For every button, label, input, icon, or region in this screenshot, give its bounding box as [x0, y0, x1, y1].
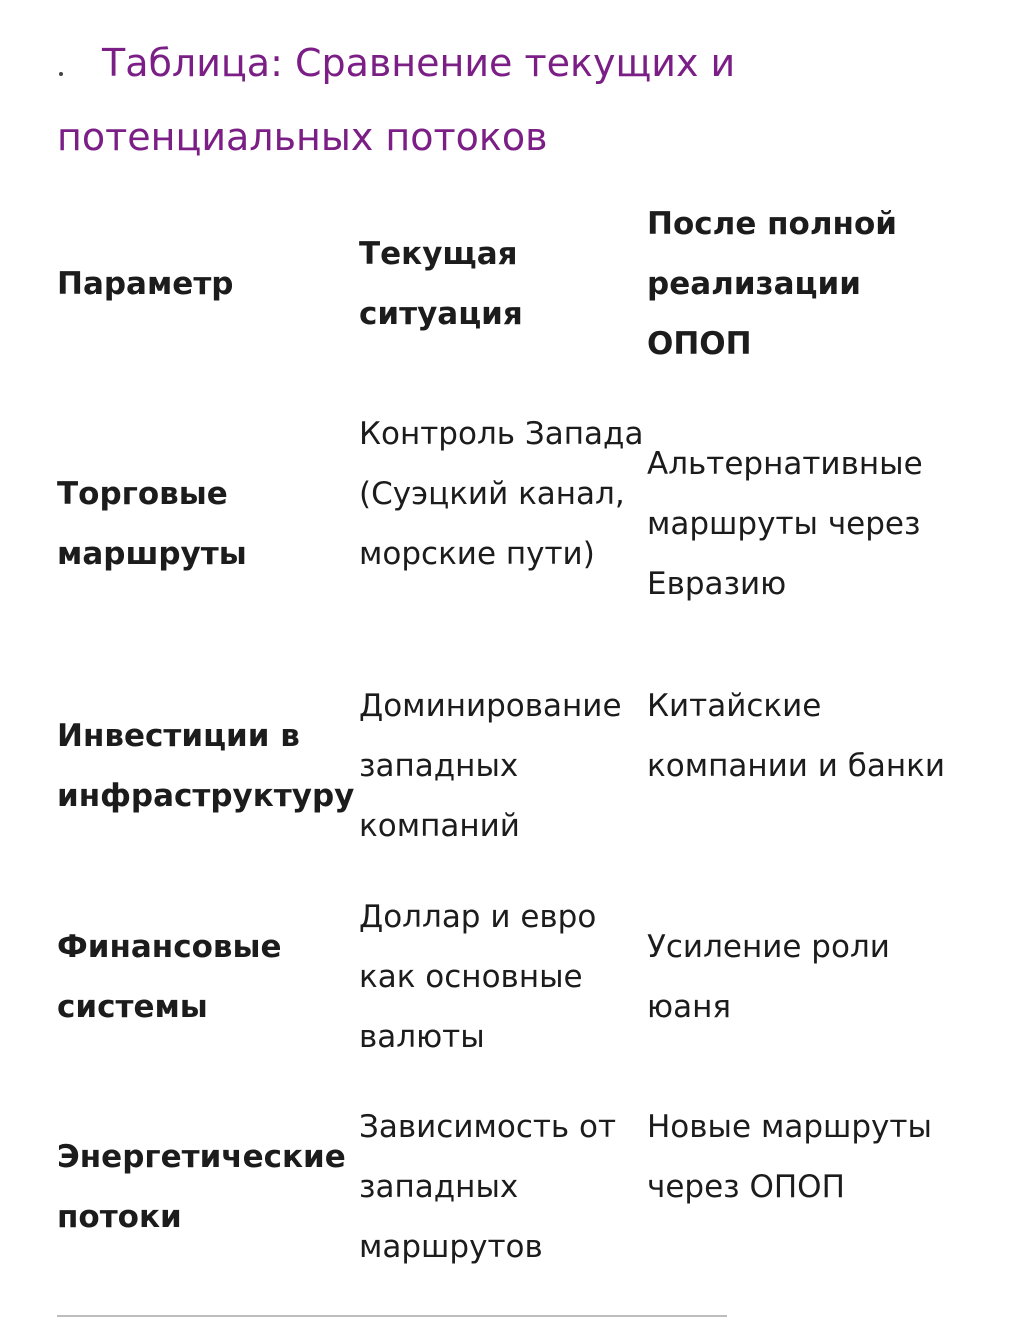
row-current-cell: Зависимость от западных маршрутов: [359, 1109, 617, 1265]
row-parameter-cell: Финансовые системы: [57, 929, 282, 1025]
row-parameter-cell: Торговые маршруты: [57, 476, 247, 572]
row-parameter-cell: Инвестиции в инфраструктуру: [57, 718, 355, 814]
bottom-divider: [57, 1315, 727, 1317]
header-cell-parameter: Параметр: [57, 266, 234, 302]
row-current-cell: Доминирование западных компаний: [359, 688, 622, 844]
row-parameter-cell: Энергетические потоки: [57, 1139, 346, 1235]
row-after-cell: Китайские компании и банки: [647, 688, 946, 784]
bullet-dot: [59, 72, 63, 76]
row-after-cell: Усиление роли юаня: [647, 929, 890, 1025]
row-after-cell: Альтернативные маршруты через Евразию: [647, 446, 923, 602]
table-title: [57, 26, 817, 174]
row-after-cell: Новые маршруты через ОПОП: [647, 1109, 932, 1205]
header-cell-after: После полной реализации ОПОП: [647, 206, 897, 362]
table-title-text: Таблица: Сравнение текущих и потенциальных потоков: [57, 41, 736, 159]
row-current-cell: Доллар и евро как основные валюты: [359, 899, 597, 1055]
header-cell-current: Текущая ситуация: [359, 236, 523, 332]
row-current-cell: Контроль Запада (Суэцкий канал, морские пути): [359, 416, 644, 572]
